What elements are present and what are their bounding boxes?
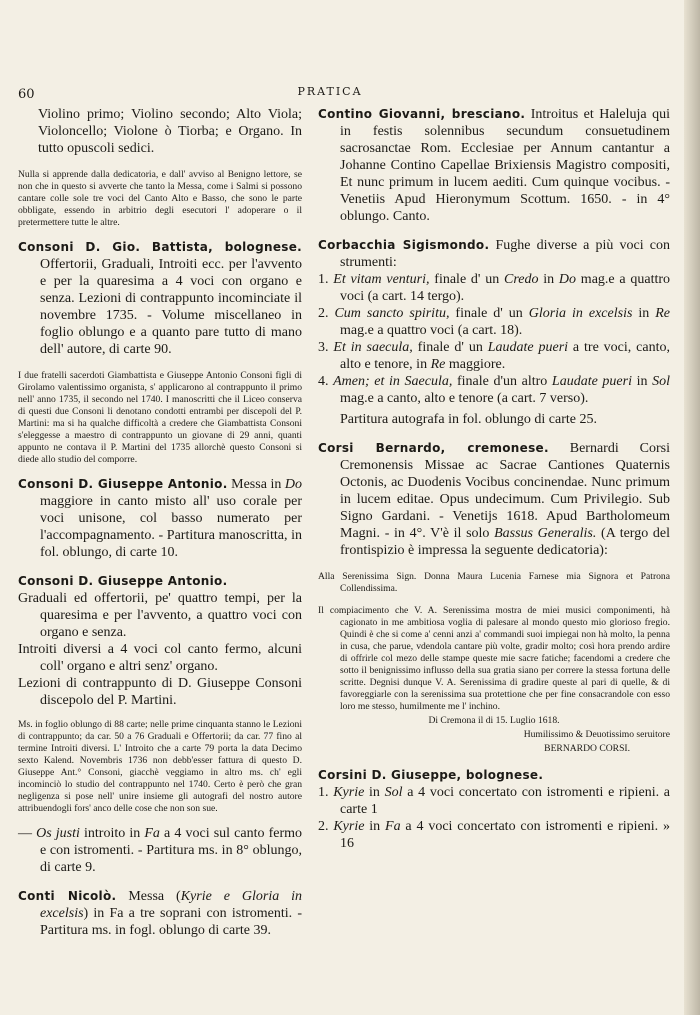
dedication-text: Il compiacimento che V. A. Serenissima mostra de miei musici componimenti, hà cagionato in me ambitiosa voglia di palesare al mondo questo mio glorioso fregio. Quindi è che si come a' cenni anzi a' commandi suoi impiegai non hà molto, la penna in cusa, che parue, vdendola cantare più volte, gradir molto; così hora prendo ardire di offrirle col mezo delle stampe queste mie sacre fatiche; facendomi a credere che sotto il benignissimo influsso della sua gratia siano per correre la stessa fortuna delle scritte. Degnisi dunque V. A. Serenissima di gradire queste al pari di quelle, & di favoreggiarle con la serenissima sua protettione che per fine consacrandole con esso loro me stesso, humilmente me l' inchino. — [318, 605, 670, 712]
list-item: 3. Et in saecula, finale d' un Laudate pueri a tre voci, canto, alto e tenore, in Re maggiore. — [318, 340, 670, 372]
entry-text: (A tergo del frontispizio è impressa la seguente dedicatoria): — [340, 526, 670, 558]
dedication-date: Di Cremona il di 15. Luglio 1618. — [428, 715, 560, 726]
entry-heading: Consoni D. Giuseppe Antonio. — [18, 574, 228, 588]
entry-corbacchia-sigismondo — [318, 237, 670, 428]
entry-heading: Corbacchia Sigismondo. — [318, 238, 490, 252]
entry-text: Kyrie e Gloria in excelsis — [40, 889, 303, 921]
dedication-signature: Humilissimo & Deuotissimo seruitore — [523, 729, 670, 740]
entry-text: Violino primo; Violino secondo; Alto Viola; Violoncello; Violone ò Tiorba; e Organo. In tutto opuscoli sedici. — [38, 107, 302, 156]
entry-consoni-giuseppe-antonio-messa — [18, 476, 302, 561]
entry-contino-giovanni — [318, 106, 670, 225]
entry-text: Introiti diversi a 4 voci col canto fermo, alcuni coll' organo e altri senz' organo. — [18, 642, 302, 674]
entry-text: Graduali ed offertorii, pe' quattro tempi, per la quaresima e per l'avvento, a quattro voci con organo e senza. — [18, 591, 302, 640]
entry-heading: Consoni D. Giuseppe Antonio. — [18, 477, 228, 491]
entry-text: maggiore in canto misto all' uso corale per voci unisone, col basso numerato per l'accompagnamento. - Partitura manoscritta, in fol. oblungo, di carte 10. — [40, 494, 302, 560]
entry-text: ) in Fa a tre soprani con istromenti. - Partitura ms. in fogl. oblungo di carte 39. — [40, 906, 302, 938]
dedication-address: Alla Serenissima Sign. Donna Maura Lucenia Farnese mia Signora et Patrona Collendissima. — [318, 571, 670, 594]
entry-text: Lezioni di contrappunto di D. Giuseppe Consoni discepolo del P. Martini. — [18, 676, 302, 708]
footnote: Ms. in foglio oblungo di 88 carte; nelle prime cinquanta stanno le Lezioni di contrappunto; da car. 50 a 76 Graduali e Offertorii; da car. 77 fino al termine Introiti diversi. L' Introito che a carte 79 porta la data Decimo sexto Kalend. Novembris 1736 non debb'esser fattura di questo D. Giuseppe Ant.° Consoni, giacchè veggiamo in altro ms. ch' egli incominciò lo studio del contrappunto nel 1740. Certo è però che gran negligenza si pose nell' unire insieme gli autografi del nostro autore attribuendogli fors' anco delle cose che non son sue. — [18, 719, 302, 814]
entry-text: Fa — [144, 826, 160, 841]
left-column — [18, 106, 302, 951]
list-item: 2. Cum sancto spiritu, finale d' un Gloria in excelsis in Re mag.e a quattro voci (a cart. 18). — [318, 306, 670, 338]
page-header — [0, 85, 700, 105]
page-number: 60 — [18, 87, 35, 102]
dedication-signature-name: BERNARDO CORSI. — [544, 743, 630, 754]
entry-text: Partitura autografa in fol. oblungo di carte 25. — [340, 412, 597, 427]
entry-text: introito in — [79, 826, 145, 841]
list-item: 4. Amen; et in Saecula, finale d'un altro Laudate pueri in Sol mag.e a canto, alto e tenore (a cart. 7 verso). — [318, 374, 671, 406]
running-title: PRATICA — [297, 85, 363, 98]
entry-text: a 4 voci sul canto fermo e con istromenti. - Partitura ms. in 8° oblungo, di carte 9. — [40, 826, 303, 875]
entry-consoni-gio-battista — [18, 239, 302, 358]
entry-text: Fughe diverse a più voci con strumenti: — [340, 238, 671, 270]
right-column — [318, 106, 670, 864]
list-item: 1. Et vitam venturi, finale d' un Credo in Do mag.e a quattro voci (a cart. 14 tergo). — [318, 272, 671, 304]
page-spine — [684, 0, 700, 1015]
entry-text: Bernardi Corsi Cremonensis Missae ac Sacrae Cantiones Quaternis Octonis, ac Duodenis Vocibus concinendae. Nunc primum in lucem editae. Opus undecimum. Cum Privilegio. Sub Signo Gardani. - Venetijs 1618. Apud Bartholomeum Magni. - in 4°. V'è il solo — [340, 441, 670, 541]
entry-heading: Contino Giovanni, bresciano. — [318, 107, 526, 121]
footnote: Nulla si apprende dalla dedicatoria, e dall' avviso al Benigno lettore, se non che in questo si avverte che tanto la Messa, come i Salmi si possono cantare colle sole tre voci del Canto Alto e Basso, che sono le parte obbligate, essendo in arbitrio degli esecutori l' adoperare o il pretermettere tutte le altre. — [18, 169, 302, 228]
entry-text: Do — [284, 477, 303, 492]
list-item: 1. Kyrie in Sol a 4 voci concertato con istromenti e ripieni. a carte 1 — [318, 785, 671, 817]
entry-conti-nicolo — [18, 888, 302, 939]
entry-heading: Consoni D. Gio. Battista, bolognese. — [18, 240, 302, 254]
entry-text: — — [18, 826, 37, 841]
entry-heading: Corsi Bernardo, cremonese. — [318, 441, 549, 455]
footnote: I due fratelli sacerdoti Giambattista e Giuseppe Antonio Consoni figli di Girolamo valentissimo organista, s' applicarono al contrappunto il primo nell' anno 1735, il secondo nel 1740. I manoscritti che il Liceo conserva di questi due Consoni li denotano condotti entrambi per discepoli del P. Martini: ma si ha qualche difficoltà a credere che Giambattista Consoni s'eleggesse a maestro di contrappunto un giovane di 29 anni, quanti appunto ne contava il P. Martini del 1735 allorchè questo Consoni si diede allo studio del comporre. — [18, 370, 302, 465]
entry-text: Introitus et Haleluja qui in festis solennibus secundum consuetudinem sacrosanctae Rom. Ecclesiae per Annum cantantur a Johanne Contino Capellae Brixiensis Magistro compositi, Et nunc primum in lucem aediti. Cum quinque vocibus. - Venetiis Apud Hieronymum Scottum. 1650. - in 4° oblungo. Canto. — [340, 107, 670, 224]
entry-text: Os justi — [36, 826, 80, 841]
entry-os-justi — [18, 825, 302, 876]
list-item: 2. Kyrie in Fa a 4 voci concertato con istromenti e ripieni. » 16 — [318, 819, 671, 851]
entry-corsi-bernardo — [318, 440, 670, 559]
entry-text: Offertorii, Graduali, Introiti ecc. per l'avvento e per la quaresima a 4 voci con organo e senza. Lezioni di contrappunto incominciate il novembre 1735. - Volume miscellaneo in foglio oblungo e a quanto pare tutto di mano dell' autore, di carte 90. — [40, 257, 302, 357]
entry-text: Messa in — [231, 477, 282, 492]
entry-corsini-giuseppe — [318, 767, 670, 852]
entry-heading: Corsini D. Giuseppe, bolognese. — [318, 768, 544, 782]
entry-heading: Conti Nicolò. — [18, 889, 117, 903]
entry-text: Bassus Generalis. — [494, 526, 597, 541]
entry-text: Messa ( — [128, 889, 181, 904]
entry-consoni-giuseppe-antonio-graduali — [18, 573, 302, 709]
